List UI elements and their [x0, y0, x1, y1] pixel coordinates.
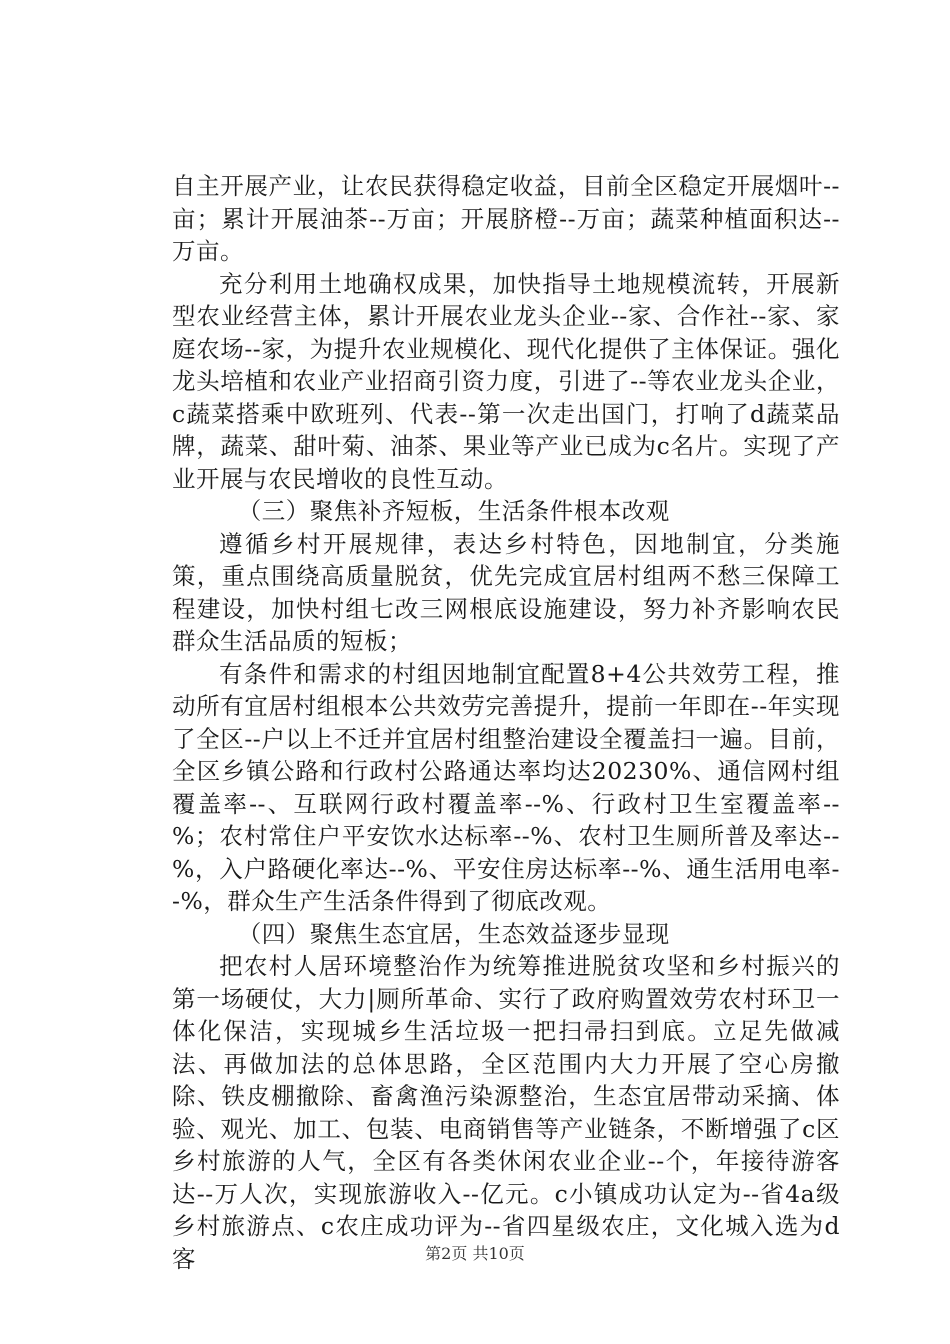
paragraph-rural-planning: 遵循乡村开展规律，表达乡村特色，因地制宜，分类施策，重点围绕高质量脱贫，优先完成宜居村组两不愁三保障工程建设，加快村组七改三网根底设施建设，努力补齐影响农民群众生活品质的短板；: [172, 529, 840, 655]
paragraph-public-services: 有条件和需求的村组因地制宜配置8+4公共效劳工程，推动所有宜居村组根本公共效劳完善提升，提前一年即在--年实现了全区--户以上不迁并宜居村组整治建设全覆盖扫一遍。目前，全区乡镇公路和行政村公路通达率均达20230%、通信网村组覆盖率--、互联网行政村覆盖率--%、行政村卫生室覆盖率--%；农村常住户平安饮水达标率--%、农村卫生厕所普及率达--%，入户路硬化率达--%、平安住房达标率--%、通生活用电率--%，群众生产生活条件得到了彻底改观。: [172, 659, 840, 915]
document-body: [172, 170, 840, 1275]
paragraph-land-management: 充分利用土地确权成果，加快指导土地规模流转，开展新型农业经营主体，累计开展农业龙头企业--家、合作社--家、家庭农场--家，为提升农业规模化、现代化提供了主体保证。强化龙头培植和农业产业招商引资力度，引进了--等农业龙头企业，c蔬菜搭乘中欧班列、代表--第一次走出国门，打响了d蔬菜品牌，蔬菜、甜叶菊、油茶、果业等产业已成为c名片。实现了产业开展与农民增收的良性互动。: [172, 269, 840, 493]
page-number-label: 第2页 共10页: [425, 1244, 525, 1263]
paragraph-industry-income: 自主开展产业，让农民获得稳定收益，目前全区稳定开展烟叶--亩；累计开展油茶--万亩；开展脐橙--万亩；蔬菜种植面积达--万亩。: [172, 172, 840, 265]
paragraph-environment: 把农村人居环境整治作为统筹推进脱贫攻坚和乡村振兴的第一场硬仗，大力|厕所革命、实行了政府购置效劳农村环卫一体化保洁，实现城乡生活垃圾一把扫帚扫到底。立足先做减法、再做加法的总体思路，全区范围内大力开展了空心房撤除、铁皮棚撤除、畜禽渔污染源整治，生态宜居带动采摘、体验、观光、加工、包装、电商销售等产业链条，不断增强了c区乡村旅游的人气，全区有各类休闲农业企业--个，年接待游客达--万人次，实现旅游收入--亿元。c小镇成功认定为--省4a级乡村旅游点、c农庄成功评为--省四星级农庄，文化城入选为d客: [172, 952, 840, 1273]
section-heading-ecology: （四）聚焦生态宜居，生态效益逐步显现: [237, 919, 670, 948]
page-footer: [0, 1244, 950, 1264]
section-heading-living-conditions: （三）聚焦补齐短板，生活条件根本改观: [237, 497, 670, 525]
